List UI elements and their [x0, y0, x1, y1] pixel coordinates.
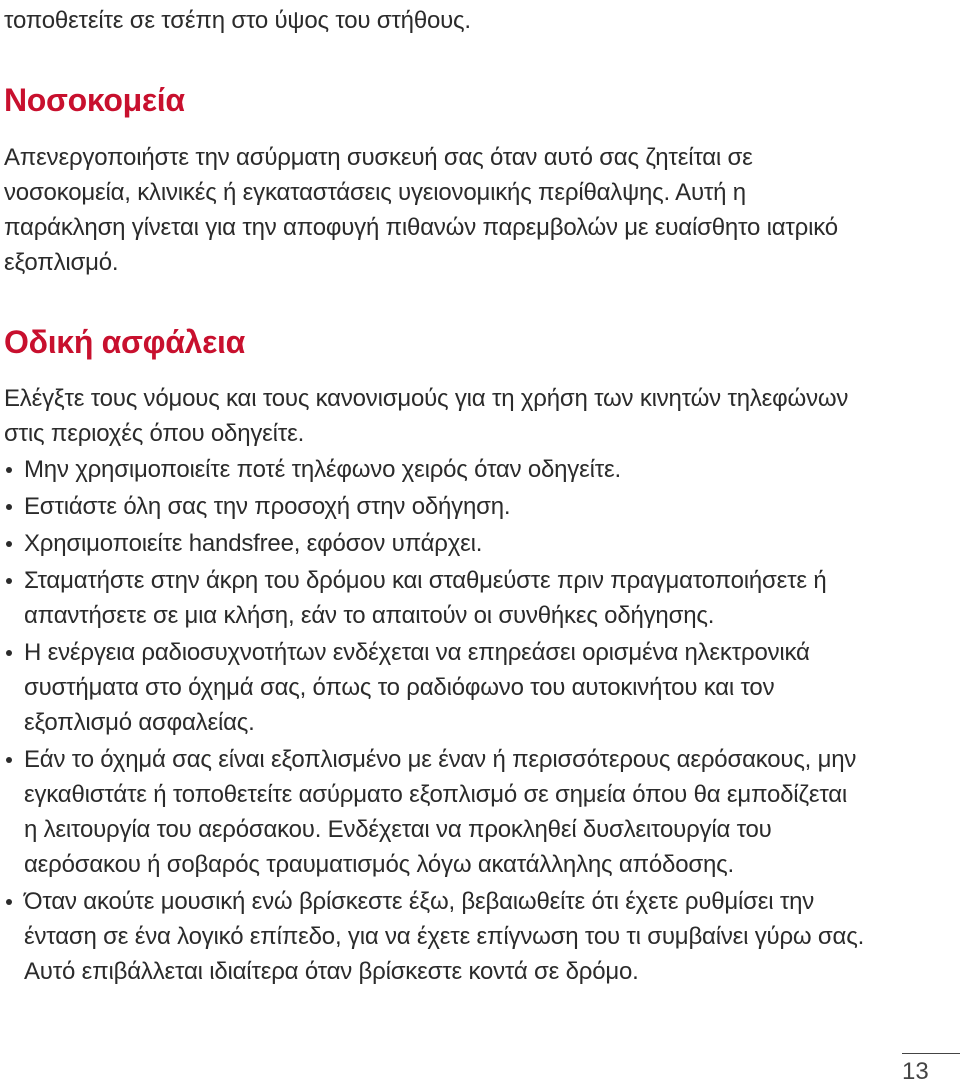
bullet-line: εξοπλισμό ασφαλείας.	[24, 709, 255, 736]
paragraph-line: νοσοκομεία, κλινικές ή εγκαταστάσεις υγειονομικής περίθαλψης. Αυτή η	[4, 179, 746, 206]
paragraph-line: παράκληση γίνεται για την αποφυγή πιθανών παρεμβολών με ευαίσθητο ιατρικό	[4, 214, 838, 241]
bullet-line: αερόσακου ή σοβαρός τραυματισμός λόγω ακατάλληλης απόδοσης.	[24, 851, 734, 878]
bullet-dot-icon	[6, 757, 12, 763]
bullet-line: Μην χρησιμοποιείτε ποτέ τηλέφωνο χειρός όταν οδηγείτε.	[24, 456, 621, 483]
bullet-line: Αυτό επιβάλλεται ιδιαίτερα όταν βρίσκεστε κοντά σε δρόμο.	[24, 958, 639, 985]
paragraph-line: Ελέγξτε τους νόμους και τους κανονισμούς για τη χρήση των κινητών τηλεφώνων	[4, 385, 849, 412]
bullet-dot-icon	[6, 541, 12, 547]
page-number: 13	[902, 1058, 929, 1085]
bullet-item	[4, 884, 954, 989]
section-heading-hospitals: Νοσοκομεία	[4, 82, 185, 118]
bullet-item	[4, 526, 954, 561]
bullet-item	[4, 489, 954, 524]
bullet-item	[4, 635, 954, 740]
bullet-item	[4, 563, 954, 633]
bullet-dot-icon	[6, 467, 12, 473]
bullet-dot-icon	[6, 578, 12, 584]
bullet-line: συστήματα στο όχημά σας, όπως το ραδιόφωνο του αυτοκινήτου και τον	[24, 674, 775, 701]
intro-text-line: τοποθετείτε σε τσέπη στο ύψος του στήθους.	[4, 7, 471, 34]
bullet-dot-icon	[6, 504, 12, 510]
bullet-line: Η ενέργεια ραδιοσυχνοτήτων ενδέχεται να επηρεάσει ορισμένα ηλεκτρονικά	[24, 639, 810, 666]
bullet-line: Χρησιμοποιείτε handsfree, εφόσον υπάρχει.	[24, 530, 483, 557]
bullet-line: Σταματήστε στην άκρη του δρόμου και σταθμεύστε πριν πραγματοποιήσετε ή	[24, 567, 827, 594]
bullet-dot-icon	[6, 899, 12, 905]
bullet-line: Εστιάστε όλη σας την προσοχή στην οδήγηση.	[24, 493, 511, 520]
hospitals-paragraph	[4, 140, 934, 280]
bullet-line: ένταση σε ένα λογικό επίπεδο, για να έχετε επίγνωση του τι συμβαίνει γύρω σας.	[24, 923, 865, 950]
paragraph-line: Απενεργοποιήστε την ασύρματη συσκευή σας όταν αυτό σας ζητείται σε	[4, 144, 753, 171]
section-heading-road-safety: Οδική ασφάλεια	[4, 324, 245, 360]
bullet-line: η λειτουργία του αερόσακου. Ενδέχεται να προκληθεί δυσλειτουργία του	[24, 816, 772, 843]
road-safety-bullet-list	[4, 452, 954, 991]
paragraph-line: εξοπλισμό.	[4, 249, 119, 276]
bullet-line: εγκαθιστάτε ή τοποθετείτε ασύρματο εξοπλισμό σε σημεία όπου θα εμποδίζεται	[24, 781, 848, 808]
bullet-line: Εάν το όχημά σας είναι εξοπλισμένο με έναν ή περισσότερους αερόσακους, μην	[24, 746, 857, 773]
page-number-divider	[902, 1053, 960, 1054]
bullet-item	[4, 452, 954, 487]
bullet-line: Όταν ακούτε μουσική ενώ βρίσκεστε έξω, βεβαιωθείτε ότι έχετε ρυθμίσει την	[24, 888, 815, 915]
paragraph-line: στις περιοχές όπου οδηγείτε.	[4, 420, 305, 447]
bullet-item	[4, 742, 954, 882]
bullet-dot-icon	[6, 650, 12, 656]
road-safety-paragraph	[4, 381, 934, 451]
bullet-line: απαντήσετε σε μια κλήση, εάν το απαιτούν οι συνθήκες οδήγησης.	[24, 602, 715, 629]
